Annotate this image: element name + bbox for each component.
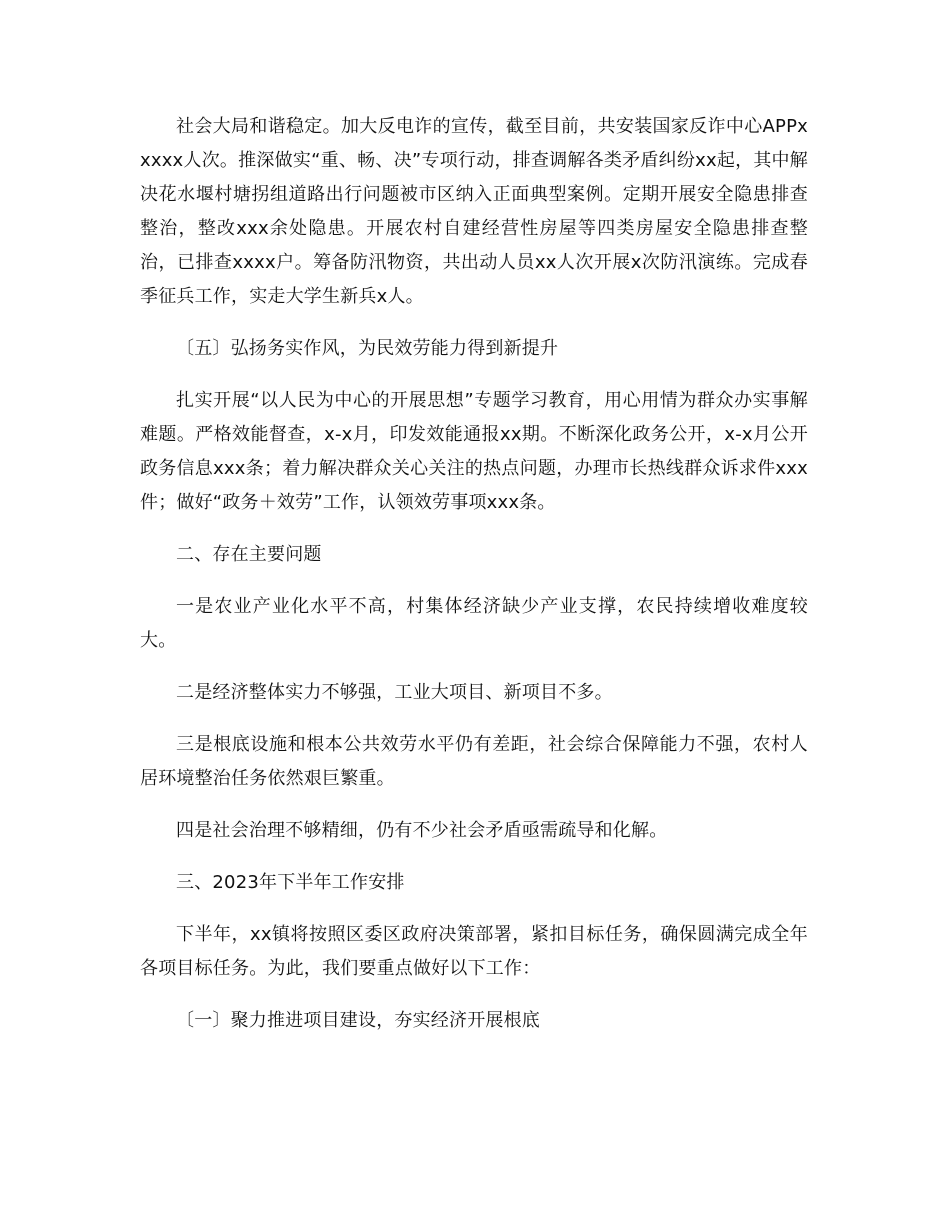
section-heading-plan: 三、2023年下半年工作安排 — [176, 872, 405, 893]
paragraph-plan-intro: 下半年，xx镇将按照区委区政府决策部署，紧扣目标任务，确保圆满完成全年各项目标任务。为此，我们要重点做好以下工作： — [140, 924, 808, 979]
paragraph-problem-three: 三是根底设施和根本公共效劳水平仍有差距，社会综合保障能力不强，农村人居环境整治任务依然艰巨繁重。 — [140, 734, 808, 789]
section-heading-problems: 二、存在主要问题 — [176, 544, 322, 565]
paragraph-social-stability: 社会大局和谐稳定。加大反电诈的宣传，截至目前，共安装国家反诈中心APPxxxxx人次。推深做实“重、畅、决”专项行动，排查调解各类矛盾纠纷xx起，其中解决花水堰村塘拐组道路出行问题被市区纳入正面典型案例。定期开展安全隐患排查整治，整改xxx余处隐患。开展农村自建经营性房屋等四类房屋安全隐患排查整治，已排查xxxx户。筹备防汛物资，共出动人员xx人次开展x次防汛演练。完成春季征兵工作，实走大学生新兵x人。 — [140, 116, 808, 307]
paragraph-work-style: 扎实开展“以人民为中心的开展思想”专题学习教育，用心用情为群众办实事解难题。严格效能督查，x-x月，印发效能通报xx期。不断深化政务公开，x-x月公开政务信息xxx条；着力解决群众关心关注的热点问题，办理市长热线群众诉求件xxx件；做好“政务＋效劳”工作，认领效劳事项xxx条。 — [140, 390, 808, 513]
paragraph-problem-four: 四是社会治理不够精细，仍有不少社会矛盾亟需疏导和化解。 — [176, 820, 668, 841]
section-heading-five: 〔五〕弘扬务实作风，为民效劳能力得到新提升 — [176, 338, 559, 359]
paragraph-problem-one: 一是农业产业化水平不高，村集体经济缺少产业支撑，农民持续增收难度较大。 — [140, 596, 808, 651]
section-heading-one: 〔一〕聚力推进项目建设，夯实经济开展根底 — [176, 1010, 540, 1031]
document-body — [140, 110, 808, 1056]
paragraph-problem-two: 二是经济整体实力不够强，工业大项目、新项目不多。 — [176, 682, 613, 703]
